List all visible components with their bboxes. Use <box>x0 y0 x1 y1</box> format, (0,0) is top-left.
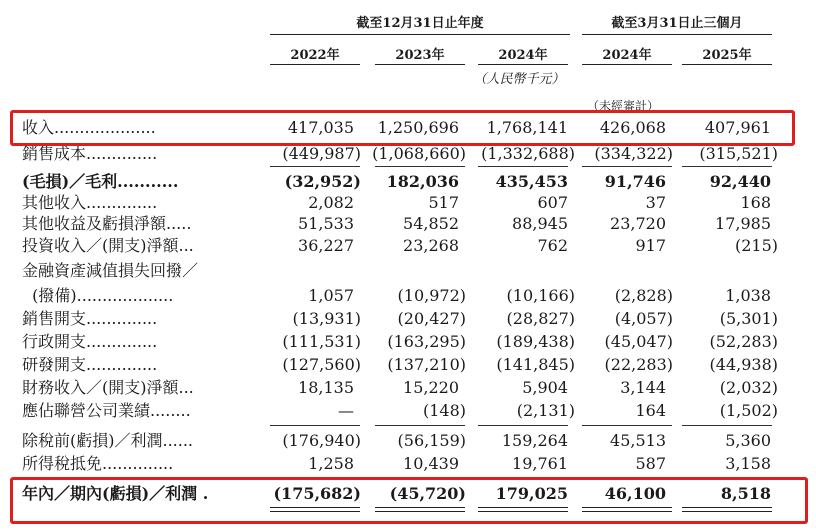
group-rule-annual <box>270 34 570 35</box>
cell: 517 <box>428 193 459 212</box>
cell: (1,068,660) <box>372 144 466 163</box>
row-label: 研發開支.............. <box>22 355 158 374</box>
cell: 1,250,696 <box>377 118 459 137</box>
group-rule-quarter <box>582 34 772 35</box>
subtotal-rule <box>375 166 465 167</box>
cell: (10,166) <box>506 286 575 305</box>
group-header-annual: 截至12月31日止年度 <box>356 16 484 31</box>
cell: 407,961 <box>704 118 771 137</box>
cell: 23,268 <box>403 236 459 255</box>
cell: 92,440 <box>709 172 771 191</box>
cell: (148) <box>422 401 466 420</box>
cell: 45,513 <box>610 431 666 450</box>
row-label: 除稅前(虧損)／利潤...... <box>22 431 194 450</box>
cell: 36,227 <box>298 236 354 255</box>
cell: 1,768,141 <box>486 118 568 137</box>
table-row-gross-profit <box>0 172 816 192</box>
cell: 19,761 <box>512 454 568 473</box>
cell: (449,987) <box>282 144 361 163</box>
subtotal-rule <box>270 166 360 167</box>
cell: (111,531) <box>282 332 361 351</box>
cell: 8,518 <box>720 484 771 503</box>
row-label: 所得稅抵免.............. <box>22 454 174 473</box>
row-label: 銷售開支.............. <box>22 309 158 328</box>
cell: 1,057 <box>308 286 354 305</box>
cell: 5,904 <box>522 378 568 397</box>
cell: (137,210) <box>387 355 466 374</box>
cell: 46,100 <box>604 484 666 503</box>
table-row-income-tax <box>0 454 816 474</box>
subtotal-rule <box>582 166 672 167</box>
table-row-associates <box>0 401 816 421</box>
subtotal-rule <box>270 425 360 426</box>
cell: (2,131) <box>516 401 575 420</box>
year-header-2024-q1: 2024年 <box>602 48 652 63</box>
cell: (2,828) <box>614 286 673 305</box>
cell: 88,945 <box>512 214 568 233</box>
cell: 168 <box>740 193 771 212</box>
cell: (215) <box>734 236 778 255</box>
cell: 15,220 <box>403 378 459 397</box>
row-label: 金融資產減值損失回撥／ <box>22 261 199 280</box>
cell: 51,533 <box>298 214 354 233</box>
cell: 23,720 <box>610 214 666 233</box>
table-row-rd-expenses <box>0 355 816 375</box>
cell: (176,940) <box>282 431 361 450</box>
subtotal-rule <box>375 425 465 426</box>
cell: 607 <box>537 193 568 212</box>
year-header-2023: 2023年 <box>395 48 445 63</box>
subtotal-rule <box>682 425 772 426</box>
cell: (315,521) <box>699 144 778 163</box>
table-row-other-gains-losses <box>0 214 816 234</box>
row-label: 其他收入.............. <box>22 193 158 212</box>
table-row-pretax <box>0 431 816 451</box>
cell: 179,025 <box>495 484 568 503</box>
cell: 1,258 <box>308 454 354 473</box>
cell: — <box>338 401 354 420</box>
cell: 10,439 <box>403 454 459 473</box>
highlight-box-revenue <box>10 110 795 146</box>
cell: 917 <box>635 236 666 255</box>
cell: 435,453 <box>495 172 568 191</box>
cell: (52,283) <box>709 332 778 351</box>
year-rule <box>582 64 672 65</box>
table-row-impairment <box>0 286 816 306</box>
row-label: 應佔聯營公司業績........ <box>22 401 191 420</box>
year-rule <box>478 64 568 65</box>
cell: (45,047) <box>604 332 673 351</box>
cell: 3,144 <box>620 378 666 397</box>
cell: (5,301) <box>719 309 778 328</box>
cell: 762 <box>537 236 568 255</box>
cell: (4,057) <box>614 309 673 328</box>
cell: 5,360 <box>725 431 771 450</box>
table-row-finance-income <box>0 378 816 398</box>
cell: (189,438) <box>496 332 575 351</box>
subtotal-rule <box>478 425 568 426</box>
currency-unit-note: （人民幣千元） <box>473 72 565 87</box>
row-label: (撥備)................... <box>22 286 174 305</box>
highlight-box-net-profit <box>10 477 808 524</box>
row-label: 投資收入／(開支)淨額... <box>22 236 194 255</box>
subtotal-rule <box>582 425 672 426</box>
row-label: (毛損)／毛利........... <box>22 172 179 191</box>
subtotal-rule <box>478 166 568 167</box>
cell: (141,845) <box>496 355 575 374</box>
cell: 54,852 <box>403 214 459 233</box>
table-row-admin-expenses <box>0 332 816 352</box>
cell: 164 <box>635 401 666 420</box>
table-row-selling-expenses <box>0 309 816 329</box>
cell: (10,972) <box>397 286 466 305</box>
cell: (1,332,688) <box>481 144 575 163</box>
cell: 18,135 <box>298 378 354 397</box>
year-rule <box>270 64 360 65</box>
cell: (32,952) <box>284 172 361 191</box>
cell: (2,032) <box>719 378 778 397</box>
cell: (13,931) <box>292 309 361 328</box>
cell: (28,827) <box>506 309 575 328</box>
table-row-impairment-label <box>0 261 816 281</box>
cell: 3,158 <box>725 454 771 473</box>
cell: 91,746 <box>604 172 666 191</box>
group-header-quarter: 截至3月31日止三個月 <box>611 16 743 31</box>
year-header-2024: 2024年 <box>498 48 548 63</box>
row-label: 年內／期內(虧損)／利潤 . <box>22 484 209 503</box>
year-rule <box>375 64 465 65</box>
cell: (56,159) <box>397 431 466 450</box>
table-row-other-income <box>0 193 816 213</box>
cell: (1,502) <box>719 401 778 420</box>
table-row-cost-of-sales <box>0 144 816 164</box>
cell: (163,295) <box>387 332 466 351</box>
row-label: 其他收益及虧損淨額..... <box>22 214 192 233</box>
cell: 587 <box>635 454 666 473</box>
cell: (20,427) <box>397 309 466 328</box>
unaudited-note: （未經審計） <box>586 99 659 113</box>
year-header-2025-q1: 2025年 <box>702 48 752 63</box>
table-row-investment-income <box>0 236 816 256</box>
cell: 37 <box>645 193 666 212</box>
cell: (45,720) <box>389 484 466 503</box>
cell: (22,283) <box>604 355 673 374</box>
cell: 17,985 <box>715 214 771 233</box>
row-label: 收入.................... <box>22 118 156 137</box>
subtotal-rule <box>682 166 772 167</box>
cell: 417,035 <box>287 118 354 137</box>
cell: 182,036 <box>386 172 459 191</box>
cell: 1,038 <box>725 286 771 305</box>
cell: (44,938) <box>709 355 778 374</box>
year-header-2022: 2022年 <box>290 48 340 63</box>
cell: (175,682) <box>273 484 361 503</box>
cell: (334,322) <box>594 144 673 163</box>
cell: 2,082 <box>308 193 354 212</box>
row-label: 銷售成本.............. <box>22 144 158 163</box>
row-label: 行政開支.............. <box>22 332 158 351</box>
cell: 159,264 <box>501 431 568 450</box>
cell: (127,560) <box>282 355 361 374</box>
cell: 426,068 <box>599 118 666 137</box>
year-rule <box>682 64 772 65</box>
row-label: 財務收入／(開支)淨額... <box>22 378 194 397</box>
